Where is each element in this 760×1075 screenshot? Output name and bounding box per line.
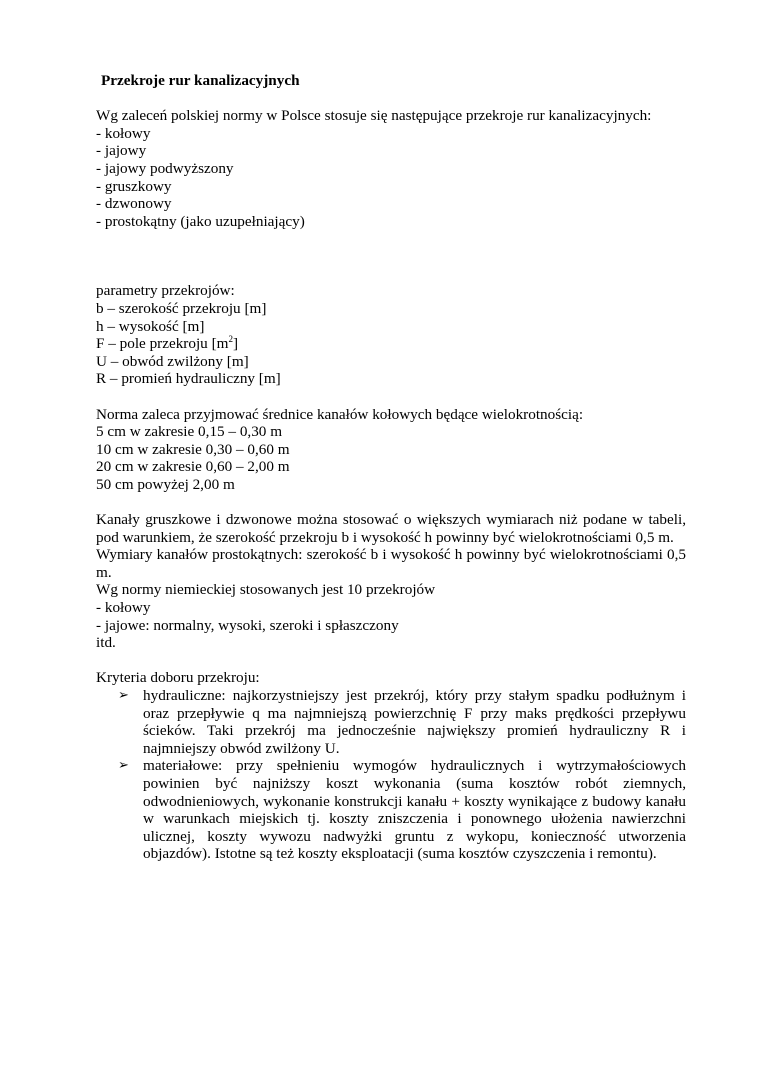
param-u: U – obwód zwilżony [m] xyxy=(96,352,249,370)
page-title: Przekroje rur kanalizacyjnych xyxy=(101,72,300,89)
section-item: - prostokątny (jako uzupełniający) xyxy=(96,212,305,230)
pear-bell-note: Kanały gruszkowe i dzwonowe można stosować o większych wymiarach niż podane w tabeli, pod warunkiem, że szerokość przekroju b i wysokość h powinny być wielokrotnościami 0,5 m. xyxy=(96,511,686,546)
german-item: - kołowy xyxy=(96,599,151,617)
param-f-text: F – pole przekroju [m xyxy=(96,335,229,353)
german-item: - jajowe: normalny, wysoki, szeroki i spłaszczony xyxy=(96,616,399,634)
german-item: itd. xyxy=(96,634,116,652)
params-heading: parametry przekrojów: xyxy=(96,282,235,300)
spacer xyxy=(96,230,686,282)
criteria-text: materiałowe: przy spełnieniu wymogów hydraulicznych i wytrzymałościowych powinien być najniższy koszt wykonania (suma kosztów robót ziemnych, odwodnieniowych, wykonanie konstrukcji kanału + koszty wynikające z budowy kanału w warunkach miejskich tj. koszty zniszczenia i ponownego ułożenia nawierzchni ulicznej, koszty wywozu nadwyżki gruntu z wykopu, konieczność utworzenia objazdów). Istotne są też koszty eksploatacji (suma kosztów czyszczenia i remontu). xyxy=(143,757,686,863)
arrow-bullet-icon: ➢ xyxy=(118,688,129,703)
param-f-close: ] xyxy=(232,335,239,353)
spacer xyxy=(96,652,686,670)
spacer xyxy=(96,388,686,406)
criteria-item-material xyxy=(96,757,686,863)
param-h: h – wysokość [m] xyxy=(96,317,205,335)
spacer xyxy=(96,493,686,511)
rect-note: Wymiary kanałów prostokątnych: szerokość b i wysokość h powinny być wielokrotnościami 0,5 m. xyxy=(96,546,686,581)
section-item: - kołowy xyxy=(96,124,151,142)
section-item: - jajowy xyxy=(96,142,147,160)
param-f xyxy=(96,335,686,353)
param-b: b – szerokość przekroju [m] xyxy=(96,299,267,317)
section-item: - dzwonowy xyxy=(96,195,172,213)
diameter-item: 5 cm w zakresie 0,15 – 0,30 m xyxy=(96,423,283,441)
german-norm-note: Wg normy niemieckiej stosowanych jest 10 przekrojów xyxy=(96,581,436,599)
diameter-item: 20 cm w zakresie 0,60 – 2,00 m xyxy=(96,458,290,476)
diameter-item: 10 cm w zakresie 0,30 – 0,60 m xyxy=(96,440,290,458)
arrow-bullet-icon: ➢ xyxy=(118,758,129,774)
diameters-heading: Norma zaleca przyjmować średnice kanałów kołowych będące wielokrotnością: xyxy=(96,405,584,423)
diameter-item: 50 cm powyżej 2,00 m xyxy=(96,475,235,493)
criteria-heading: Kryteria doboru przekroju: xyxy=(96,669,260,687)
criteria-item-hydraulic xyxy=(96,687,686,757)
param-r: R – promień hydrauliczny [m] xyxy=(96,370,281,388)
document-page xyxy=(96,72,686,863)
spacer xyxy=(96,90,686,108)
section-item: - gruszkowy xyxy=(96,177,172,195)
intro-text: Wg zaleceń polskiej normy w Polsce stosuje się następujące przekroje rur kanalizacyjnych: xyxy=(96,107,652,125)
param-f-superscript: 2 xyxy=(228,334,233,345)
criteria-list xyxy=(96,687,686,863)
criteria-text: hydrauliczne: najkorzystniejszy jest przekrój, który przy stałym spadku podłużnym i oraz przepływie q ma najmniejszą powierzchnię F przy maks prędkości przepływu ścieków. Taki przekrój ma jednocześnie największy promień hydrauliczny R i najmniejszy obwód zwilżony U. xyxy=(143,687,686,757)
section-item: - jajowy podwyższony xyxy=(96,159,234,177)
